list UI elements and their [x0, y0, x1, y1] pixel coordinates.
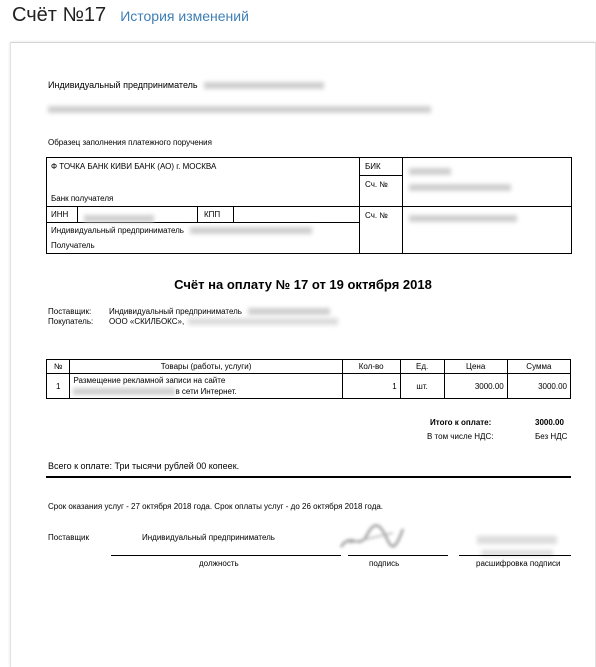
row-sum: 3000.00 — [507, 374, 570, 399]
row-price: 3000.00 — [444, 374, 507, 399]
bank-name: Ф ТОЧКА БАНК КИВИ БАНК (АО) г. МОСКВА — [51, 162, 217, 171]
corr-account-label: Сч. № — [365, 180, 388, 189]
supplier-line — [109, 307, 330, 316]
col-qty: Кол-во — [342, 360, 400, 374]
supplier-value: Индивидуальный предприниматель — [109, 307, 242, 316]
signature-scribble — [337, 521, 407, 553]
redacted-corr-account — [409, 184, 511, 191]
row-number: 1 — [47, 374, 70, 399]
recipient-bank-label: Банк получателя — [51, 194, 114, 203]
signature-supplier-label: Поставщик — [48, 533, 90, 542]
table-header-row — [47, 360, 571, 374]
col-unit: Ед. — [400, 360, 444, 374]
redacted-supplier — [248, 308, 330, 315]
signature-position-value: Индивидуальный предприниматель — [142, 533, 275, 542]
bik-label: БИК — [365, 162, 381, 171]
redacted-account — [409, 215, 517, 222]
kpp-label: КПП — [204, 210, 221, 219]
inn-label: ИНН — [51, 210, 69, 219]
recipient-name: Индивидуальный предприниматель — [51, 226, 184, 235]
vat-label: В том числе НДС: — [427, 432, 494, 441]
history-link[interactable]: История изменений — [120, 8, 249, 24]
bank-details-table — [46, 157, 572, 254]
redacted-recipient — [190, 227, 312, 234]
total-in-words: Всего к оплате: Три тысячи рублей 00 копеек. — [48, 461, 240, 471]
redacted-decode-1 — [477, 536, 557, 544]
entrepreneur-label: Индивидуальный предприниматель — [48, 80, 198, 90]
redacted-buyer — [188, 318, 338, 325]
decode-caption: расшифровка подписи — [476, 559, 561, 568]
row-unit: шт. — [400, 374, 444, 399]
item-line-2: в сети Интернет. — [175, 387, 237, 396]
invoice-document — [10, 42, 596, 667]
item-line-1: Размещение рекламной записи на сайте — [73, 376, 226, 385]
divider-rule — [46, 476, 571, 478]
col-number: № — [47, 360, 70, 374]
invoice-title: Счёт на оплату № 17 от 19 октября 2018 — [174, 277, 432, 292]
page-title: Счёт №17 — [12, 4, 107, 26]
item-line-2-wrap — [73, 386, 338, 397]
redacted-inn — [84, 215, 154, 222]
position-caption: должность — [199, 559, 239, 568]
supplier-label: Поставщик: — [48, 307, 92, 316]
position-line — [111, 555, 341, 556]
redacted-address — [48, 101, 431, 119]
entrepreneur-line — [48, 80, 324, 90]
account-label: Сч. № — [365, 211, 388, 220]
row-qty: 1 — [342, 374, 400, 399]
signature-image — [337, 521, 407, 553]
signature-line — [348, 555, 448, 556]
buyer-line — [109, 317, 338, 326]
redacted-bik — [409, 168, 451, 175]
col-price: Цена — [444, 360, 507, 374]
buyer-label: Покупатель: — [48, 317, 94, 326]
buyer-value: ООО «СКИЛБОКС», — [109, 317, 185, 326]
total-label: Итого к оплате: — [430, 418, 492, 427]
redacted-name — [204, 82, 324, 89]
page-header — [12, 4, 249, 34]
decode-line — [459, 555, 571, 556]
sign-caption: подпись — [369, 559, 400, 568]
goods-table — [46, 359, 571, 399]
table-row — [47, 374, 571, 399]
recipient-name-line — [51, 226, 312, 235]
vat-value: Без НДС — [535, 432, 568, 441]
sample-label: Образец заполнения платежного поручения — [48, 138, 212, 147]
redacted-address-blur — [48, 106, 431, 113]
col-sum: Сумма — [507, 360, 570, 374]
terms-text: Срок оказания услуг - 27 октября 2018 года. Срок оплаты услуг - до 26 октября 2018 года. — [48, 502, 384, 511]
total-value: 3000.00 — [535, 418, 564, 427]
recipient-label: Получатель — [51, 241, 95, 250]
row-item — [70, 374, 342, 399]
col-items: Товары (работы, услуги) — [70, 360, 342, 374]
redacted-site — [73, 388, 175, 395]
